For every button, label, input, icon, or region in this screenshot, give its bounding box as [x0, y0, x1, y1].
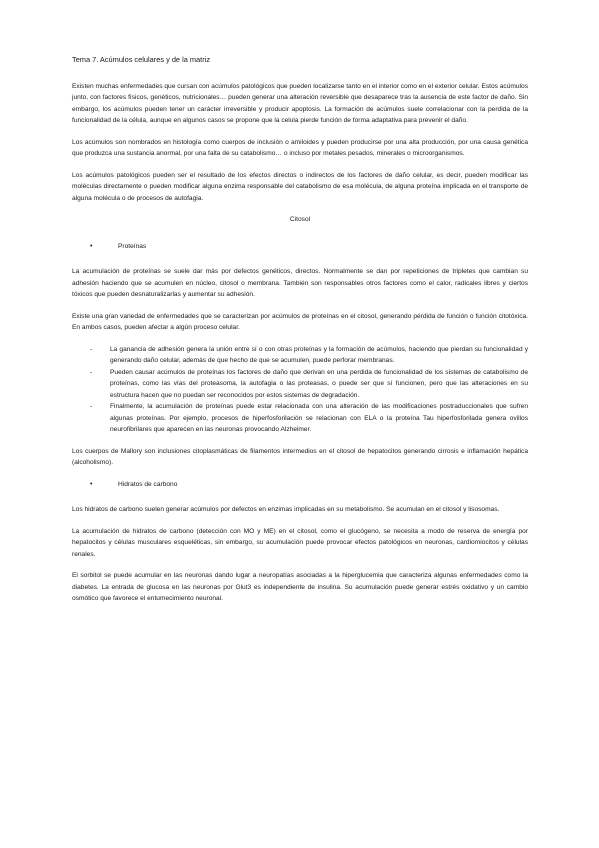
- hidratos-paragraph-1: Los hidratos de carbono suelen generar acúmulos por defectos en enzimas implicadas en su metabolismo. Se acumulan en el citosol y lisosomas.: [72, 506, 500, 513]
- dash-list: [72, 344, 528, 436]
- bullet-icon: •: [90, 480, 93, 488]
- list-item-text: Pueden causar acúmulos de proteínas los factores de daño que derivan en una perdida de funcionalidad de los sistemas de catabolismo de proteínas, como las vías del proteasoma, la autofagia o las proteasas, o puede ser que sí funcionen, pero que las alteraciones en su estructura hacen que no puedan ser reconocidos por estos sistemas de degradación.: [110, 368, 528, 399]
- proteinas-paragraph-2: Existe una gran variedad de enfermedades que se caracterizan por acúmulos de proteínas en el citosol, generando pérdida de función o función citotóxica. En ambos casos, pueden afectar a algún proceso celular.: [72, 312, 528, 331]
- bullet-hidratos: [72, 479, 528, 491]
- intro-paragraph-3: Los acúmulos patológicos pueden ser el resultado de los efectos directos o indirectos de los factores de daño celular, es decir, pueden modificar las moléculas directamente o pueden modificar alguna enzima responsable del catabolismo de esa molécula, de alguna proteína implicada en el transporte de alguna molécula o de procesos de autofagia.: [72, 171, 528, 202]
- document-title: Tema 7. Acúmulos celulares y de la matriz: [72, 55, 211, 64]
- bullet-label: Proteínas: [118, 242, 147, 250]
- hidratos-paragraph-2: La acumulación de hidratos de carbono (detección con MO y ME) en el citosol, como el glucógeno, se necesita a modo de reserva de energía por hepatocitos y células musculares esqueléticas, sin embargo, su acumulación puede provocar efectos patológicos en neuronas, cardiomiocitos y células renales.: [72, 527, 528, 558]
- dash-icon: -: [90, 368, 93, 376]
- list-item: [72, 401, 528, 436]
- section-heading-citosol: Citosol: [289, 216, 311, 223]
- bullet-label: Hidratos de carbono: [118, 480, 178, 488]
- bullet-proteinas: [72, 241, 528, 253]
- intro-paragraph-1: Existen muchas enfermedades que cursan con acúmulos patológicos que pueden localizarse tanto en el interior como en el exterior celular. Estos acúmulos junto, con factores físicos, genéticos, nutricionales… pueden generar una alteración reversible que desaparece tras la ausencia de este factor de daño. Sin embargo, los acúmulos pueden tener un carácter irreversible y producir apoptosis. La formación de acúmulos suele correlacionar con la perdida de la funcionalidad de la célula, aunque en algunos casos se propone que la celula pierde función de forma adaptativa para prevenir el daño.: [72, 82, 528, 124]
- list-item: [72, 367, 528, 402]
- mallory-paragraph: Los cuerpos de Mallory son inclusiones citoplasmáticas de filamentos intermedios en el citosol de hepatocitos generando cirrosis e inflamación hepática (alcoholismo).: [72, 447, 528, 466]
- list-item: [72, 344, 528, 367]
- dash-icon: -: [90, 403, 93, 410]
- proteinas-paragraph-1: La acumulación de proteínas se suele dar más por defectos genéticos, directos. Normalmente se dan por repeticiones de tripletes que cambian su adhesión haciendo que se acumulen en núcleo, citosol o membrana. También son responsables otros factores como el calor, radicales libres y ciertos tóxicos que pueden desnaturalizarlas y aumentar su adhesión.: [72, 268, 528, 298]
- document-page: [72, 54, 528, 615]
- list-item-text: Finalmente, la acumulación de proteínas puede estar relacionada con una alteración de las modificaciones postraduccionales que sufren algunas proteínas. Por ejemplo, procesos de hiperfosforilación se relacionan con ELA o la proteína Tau hiperfosforilada genera ovillos neurofibrilares que aparecen en las neuronas provocando Alzheimer.: [110, 403, 528, 433]
- dash-icon: -: [90, 345, 93, 353]
- list-item-text: La ganancia de adhesión genera la unión entre sí o con otras proteínas y la formación de acúmulos, haciendo que pierdan su funcionalidad y generando daño celular, además de que hecho de que se acumulen, puede perforar membranas.: [110, 345, 528, 364]
- hidratos-paragraph-3: El sorbitol se puede acumular en las neuronas dando lugar a neuropatías asociadas a la hiperglucemia que caracteriza algunas enfermedades como la diabetes. La entrada de glucosa en las neuronas por Glut3 es independiente de insulina. Su acumulación puede generar estrés oxidativo y un cambio osmótico que favorece el entumecimiento neuronal.: [72, 572, 528, 602]
- intro-paragraph-2: Los acúmulos son nombrados en histología como cuerpos de inclusión o amiloides y pueden producirse por una alta producción, por una causa genética que produzca una sustancia anormal, por una falta de su catabolismo… o incluso por metales pesados, minerales o microorganismos.: [72, 138, 528, 157]
- bullet-icon: •: [90, 242, 93, 250]
